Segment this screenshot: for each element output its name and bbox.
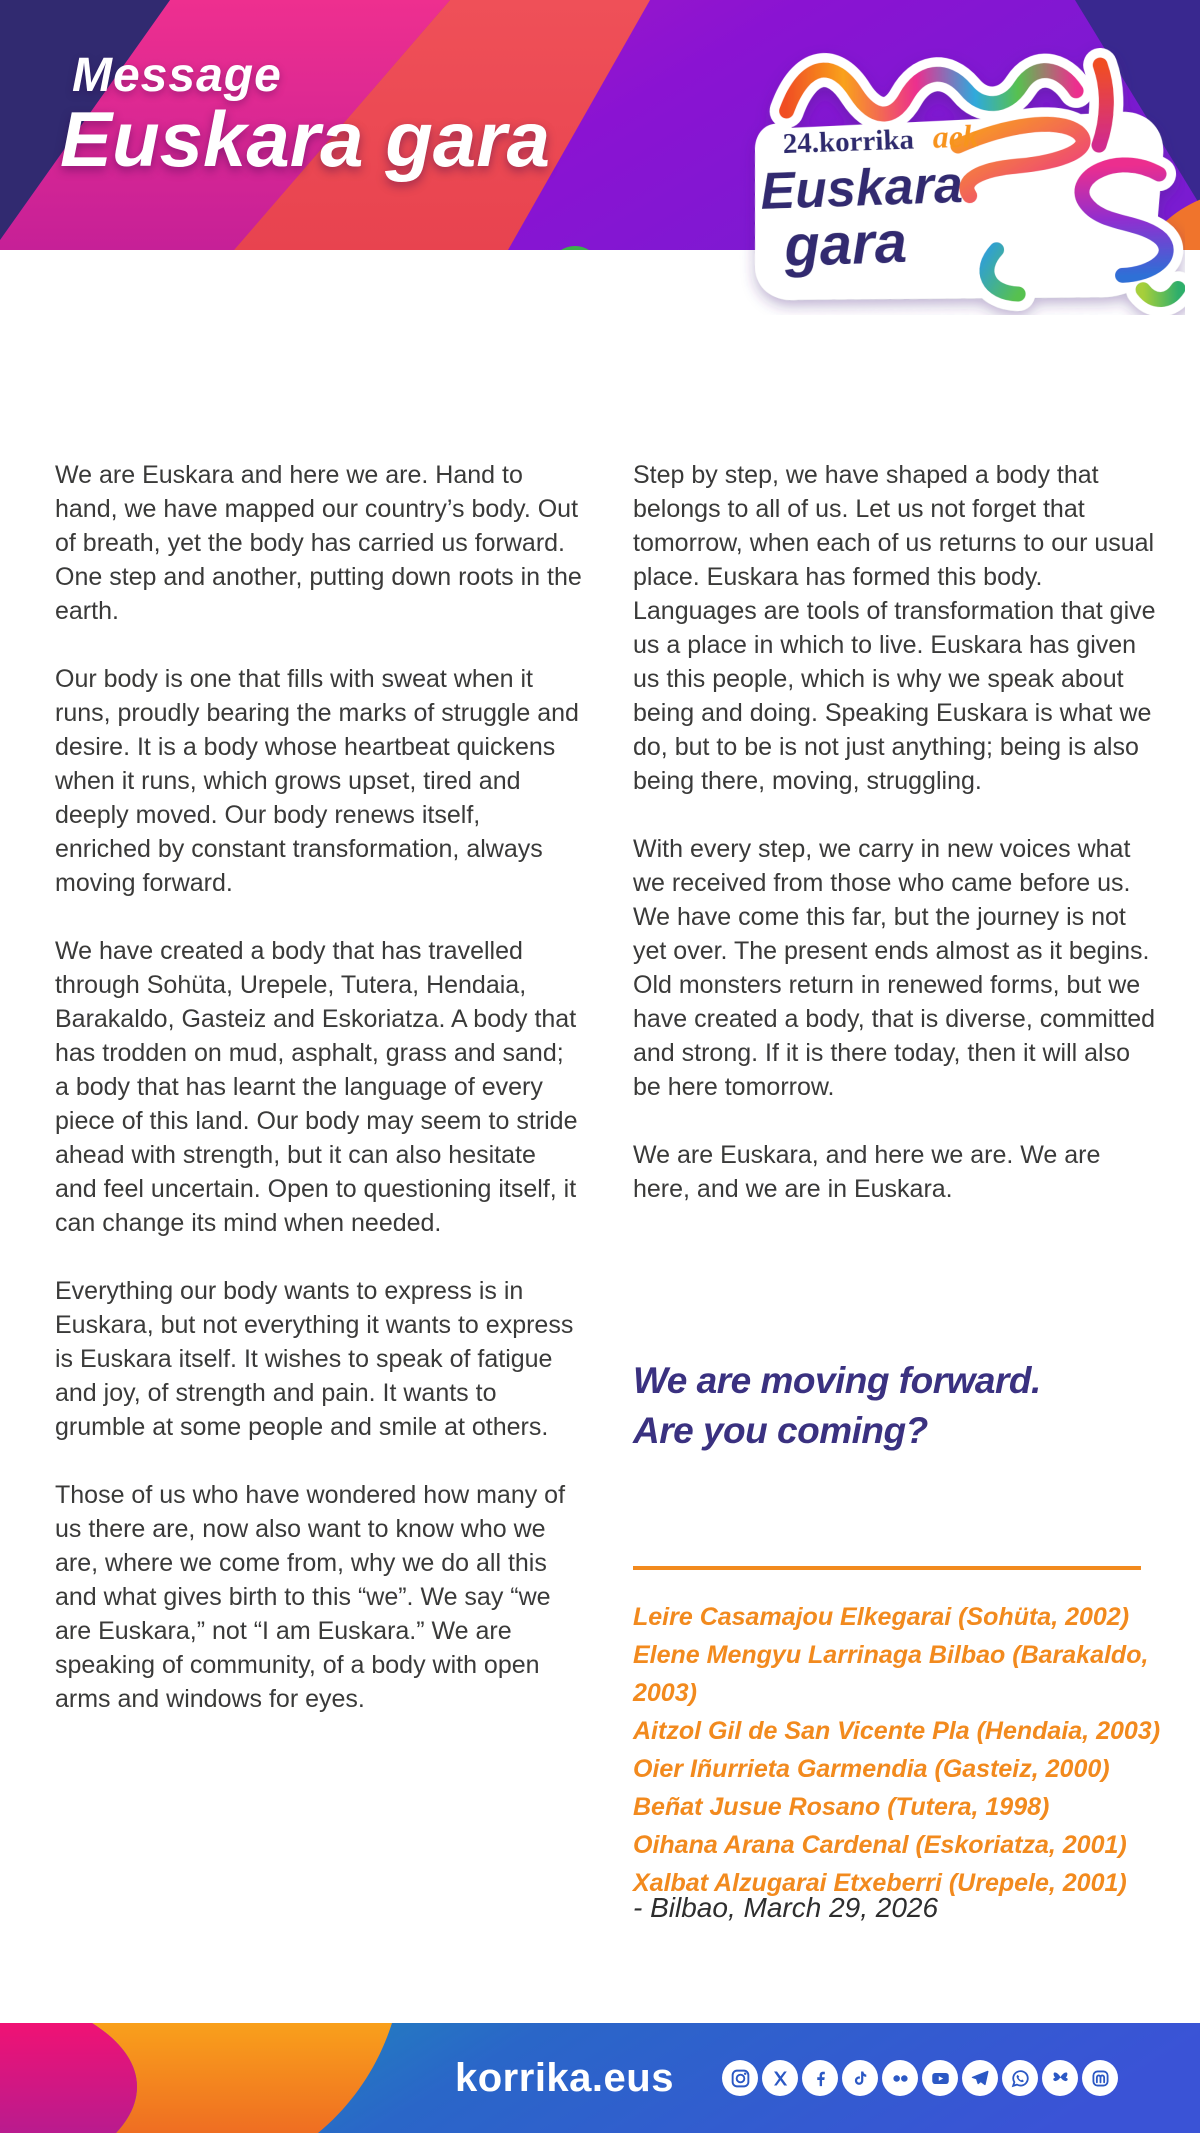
slogan-line-2: Are you coming? xyxy=(633,1410,928,1451)
signature: Beñat Jusue Rosano (Tutera, 1998) xyxy=(633,1793,1050,1821)
paragraph: Everything our body wants to express is in Euskara, but not everything it wants to express is Euskara itself. It wishes to speak of fatigue and joy, of strength and pain. It wants to grumble at some people and smile at others. xyxy=(55,1277,574,1441)
facebook-icon[interactable] xyxy=(802,2060,838,2096)
instagram-icon[interactable] xyxy=(722,2060,758,2096)
bluesky-icon[interactable] xyxy=(1042,2060,1078,2096)
signature-list xyxy=(633,1598,1193,1902)
logo-org: aek xyxy=(931,117,980,155)
x-icon[interactable] xyxy=(762,2060,798,2096)
signature: Elene Mengyu Larrinaga Bilbao (Barakaldo, 2003) xyxy=(633,1641,1149,1707)
footer-banner xyxy=(0,2023,1200,2133)
mastodon-icon[interactable] xyxy=(1082,2060,1118,2096)
page-title: Euskara gara xyxy=(60,95,550,183)
paragraph: We are Euskara and here we are. Hand to hand, we have mapped our country’s body. Out of breath, yet the body has carried us forward. One step and another, putting down roots in the earth. xyxy=(55,461,582,625)
right-column xyxy=(633,458,1161,1240)
paragraph: Step by step, we have shaped a body that belongs to all of us. Let us not forget that tomorrow, when each of us returns to our usual place. Euskara has formed this body. Languages are tools of transformation that give us a place in which to live. Euskara has given us this people, which is why we speak about being and doing. Speaking Euskara is what we do, but to be is not just anything; being is also being there, moving, struggling. xyxy=(633,461,1156,795)
whatsapp-icon[interactable] xyxy=(1002,2060,1038,2096)
social-links xyxy=(722,2060,1118,2096)
signature: Aitzol Gil de San Vicente Pla (Hendaia, 2003) xyxy=(633,1717,1161,1745)
paragraph: Our body is one that fills with sweat when it runs, proudly bearing the marks of struggle and desire. It is a body whose heartbeat quickens when it runs, which grows upset, tired and deeply moved. Our body renews itself, enriched by constant transformation, always moving forward. xyxy=(55,665,579,897)
left-column xyxy=(55,458,583,1750)
signature: Oihana Arana Cardenal (Eskoriatza, 2001) xyxy=(633,1831,1127,1859)
website-link[interactable]: korrika.eus xyxy=(455,2056,674,2100)
flickr-icon[interactable] xyxy=(882,2060,918,2096)
korrika-logo xyxy=(735,10,1185,315)
slogan xyxy=(633,1356,1173,1456)
paragraph: Those of us who have wondered how many of us there are, now also want to know who we are, where we come from, why we do all this and what gives birth to this “we”. We say “we are Euskara,” not “I am Euskara.” We are speaking of community, of a body with open arms and windows for eyes. xyxy=(55,1481,566,1713)
logo-word2: gara xyxy=(783,209,908,280)
signature-divider xyxy=(633,1566,1141,1570)
paragraph: We have created a body that has travelled through Sohüta, Urepele, Tutera, Hendaia, Barakaldo, Gasteiz and Eskoriatza. A body that has trodden on mud, asphalt, grass and sand; a body that has learnt the language of every piece of this land. Our body may seem to stride ahead with strength, but it can also hesitate and feel uncertain. Open to questioning itself, it can change its mind when needed. xyxy=(55,937,578,1237)
logo-word1: Euskara xyxy=(759,155,964,221)
paragraph: With every step, we carry in new voices what we received from those who came before us. We have come this far, but the journey is not yet over. The present ends almost as it begins. Old monsters return in renewed forms, but we have created a body, that is diverse, committed and strong. If it is there today, then it will also be here tomorrow. xyxy=(633,835,1156,1101)
page-kicker: Message xyxy=(72,49,282,102)
dateline: - Bilbao, March 29, 2026 xyxy=(633,1892,939,1923)
signature: Leire Casamajou Elkegarai (Sohüta, 2002) xyxy=(633,1603,1130,1631)
logo-edition: 24.korrika xyxy=(782,123,915,161)
tiktok-icon[interactable] xyxy=(842,2060,878,2096)
paragraph: We are Euskara, and here we are. We are here, and we are in Euskara. xyxy=(633,1141,1101,1203)
header-banner xyxy=(0,0,1200,320)
signature: Xalbat Alzugarai Etxeberri (Urepele, 2001) xyxy=(633,1869,1127,1897)
slogan-line-1: We are moving forward. xyxy=(633,1360,1041,1401)
youtube-icon[interactable] xyxy=(922,2060,958,2096)
telegram-icon[interactable] xyxy=(962,2060,998,2096)
signature: Oier Iñurrieta Garmendia (Gasteiz, 2000) xyxy=(633,1755,1110,1783)
